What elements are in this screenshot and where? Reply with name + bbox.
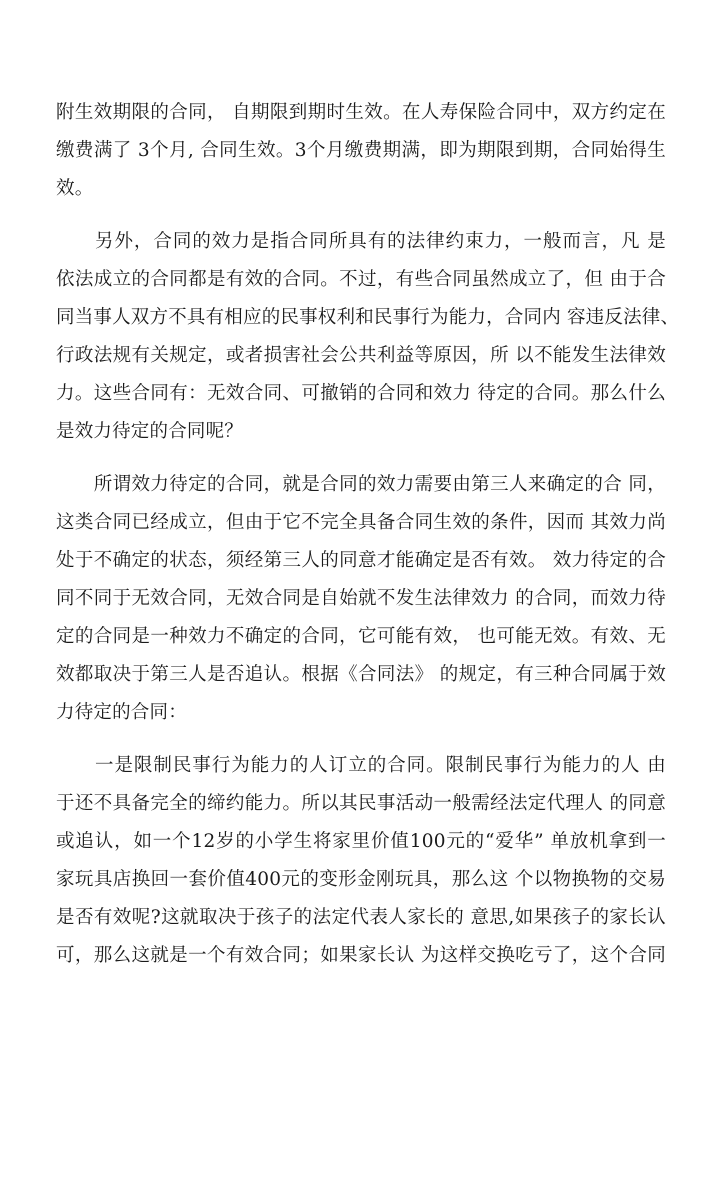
text-line: 同不同于无效合同，无效合同是自始就不发生法律效力 的合同，而效力待	[56, 588, 666, 609]
text-line: 效都取决于第三人是否追认。根据《合同法》 的规定，有三种合同属于效	[56, 664, 666, 685]
paragraph-2	[56, 223, 680, 451]
text-line: 一是限制民事行为能力的人订立的合同。限制民事行为能力的人 由	[56, 755, 666, 776]
document-page	[56, 94, 680, 975]
text-line: 于还不具备完全的缔约能力。所以其民事活动一般需经法定代理人 的同意	[56, 793, 666, 814]
paragraph-4	[56, 747, 666, 975]
text-line: 缴费满了 3个月, 合同生效。3个月缴费期满，即为期限到期，合同始得生	[56, 140, 666, 161]
text-line: 是效力待定的合同呢？	[56, 421, 244, 442]
text-line: 这类合同已经成立，但由于它不完全具备合同生效的条件，因而 其效力尚	[56, 512, 666, 533]
text-line: 力待定的合同：	[56, 702, 187, 723]
text-line: 是否有效呢?这就取决于孩子的法定代表人家长的 意思,如果孩子的家长认	[56, 907, 666, 928]
text-line: 效。	[56, 178, 94, 199]
text-line: 处于不确定的状态，须经第三人的同意才能确定是否有效。 效力待定的合	[56, 550, 666, 571]
text-line: 行政法规有关规定，或者损害社会公共利益等原因，所 以不能发生法律效	[56, 345, 666, 366]
text-line: 可，那么这就是一个有效合同；如果家长认 为这样交换吃亏了，这个合同	[56, 945, 666, 966]
text-line: 同当事人双方不具有相应的民事权利和民事行为能力，合同内 容违反法律、	[56, 307, 680, 328]
paragraph-1	[56, 94, 666, 208]
text-line: 定的合同是一种效力不确定的合同，它可能有效， 也可能无效。有效、无	[56, 626, 666, 647]
text-line: 另外，合同的效力是指合同所具有的法律约束力，一般而言，凡 是	[56, 231, 666, 252]
text-line: 或追认，如一个12岁的小学生将家里价值100元的“爱华” 单放机拿到一	[56, 831, 666, 852]
text-line: 附生效期限的合同， 自期限到期时生效。在人寿保险合同中，双方约定在	[56, 102, 666, 123]
text-line: 家玩具店换回一套价值400元的变形金刚玩具，那么这 个以物换物的交易	[56, 869, 666, 890]
text-line: 依法成立的合同都是有效的合同。不过，有些合同虽然成立了，但 由于合	[56, 269, 666, 290]
paragraph-3	[56, 466, 666, 732]
text-line: 力。这些合同有：无效合同、可撤销的合同和效力 待定的合同。那么什么	[56, 383, 666, 404]
text-line: 所谓效力待定的合同，就是合同的效力需要由第三人来确定的合 同，	[56, 474, 666, 495]
